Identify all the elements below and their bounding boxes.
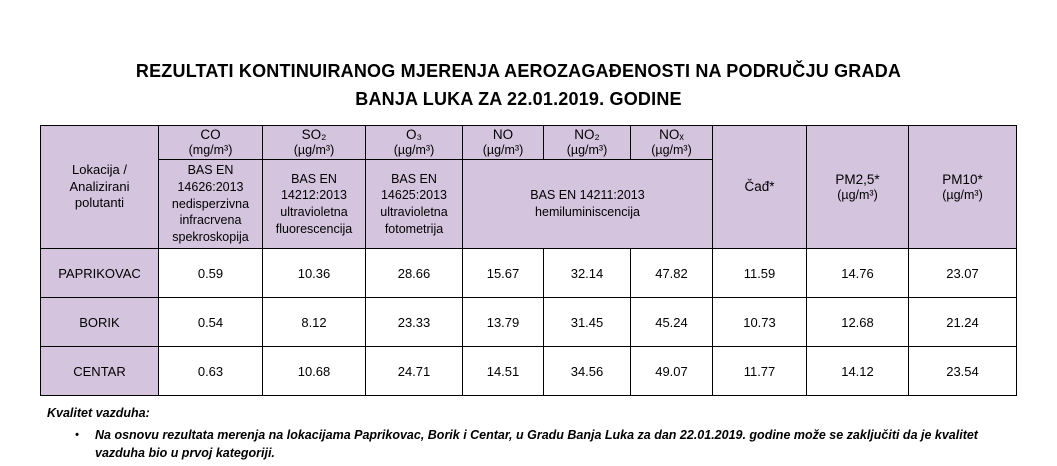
pollutant-name: CO: [200, 127, 221, 142]
footer-notes: [47, 404, 1037, 462]
location-cell: CENTAR: [41, 347, 159, 396]
pollutant-name: Čađ*: [744, 179, 775, 194]
value-cell: 14.76: [807, 249, 909, 298]
footer-note: Na osnovu rezultata merenja na lokacijama Paprikovac, Borik i Centar, u Gradu Banja Luka za dan 22.01.2019. godine može se zaključiti da je kvalitet vazduha bio u prvoj kategoriji.: [95, 428, 978, 461]
value-cell: 10.73: [713, 298, 807, 347]
pollutant-unit: (mg/m³): [188, 143, 233, 157]
method-cell-nox-group: [463, 160, 713, 249]
value-cell: 10.36: [263, 249, 366, 298]
pm10-header-cell: [909, 126, 1017, 249]
pollutant-name: NO: [492, 127, 514, 142]
value-cell: 24.71: [366, 347, 463, 396]
pollutant-header-cell-no: [463, 126, 544, 160]
value-cell: 23.07: [909, 249, 1017, 298]
method-cell-so2: [263, 160, 366, 249]
method-text: BAS EN 14212:2013 ultravioletna fluorescencija: [275, 171, 353, 236]
pollutant-header-cell-o3: [366, 126, 463, 160]
title-line-2: BANJA LUKA ZA 22.01.2019. GODINE: [355, 89, 682, 109]
results-table: [40, 125, 1017, 396]
table-row-paprikovac: [41, 249, 1017, 298]
method-cell-o3: [366, 160, 463, 249]
pollutant-unit: (µg/m³): [393, 143, 435, 157]
location-cell: PAPRIKOVAC: [41, 249, 159, 298]
value-cell: 49.07: [631, 347, 713, 396]
value-cell: 0.63: [159, 347, 263, 396]
value-cell: 28.66: [366, 249, 463, 298]
pollutant-name: SO₂: [301, 127, 327, 142]
value-cell: 10.68: [263, 347, 366, 396]
page-title: [0, 57, 1037, 113]
pollutant-unit: (µg/m³): [651, 143, 692, 157]
value-cell: 14.51: [463, 347, 544, 396]
value-cell: 14.12: [807, 347, 909, 396]
method-cell-co: [159, 160, 263, 249]
pollutant-unit: (µg/m³): [293, 143, 335, 157]
soot-header-cell: [713, 126, 807, 249]
location-cell: BORIK: [41, 298, 159, 347]
value-cell: 47.82: [631, 249, 713, 298]
method-text: BAS EN 14626:2013 nedisperzivna infracrvena spekroskopija: [171, 163, 250, 244]
value-cell: 0.59: [159, 249, 263, 298]
value-cell: 34.56: [544, 347, 631, 396]
pollutant-header-cell-so2: [263, 126, 366, 160]
value-cell: 12.68: [807, 298, 909, 347]
pollutant-name: O₃: [406, 127, 422, 142]
table-row-borik: [41, 298, 1017, 347]
method-text: BAS EN 14211:2013 hemiluminiscencija: [530, 188, 645, 219]
pollutant-unit: (µg/m³): [566, 143, 608, 157]
value-cell: 31.45: [544, 298, 631, 347]
value-cell: 23.54: [909, 347, 1017, 396]
value-cell: 11.77: [713, 347, 807, 396]
value-cell: 13.79: [463, 298, 544, 347]
pollutant-name: PM10*: [942, 171, 983, 187]
pm25-header-cell: [807, 126, 909, 249]
method-text: BAS EN 14625:2013 ultravioletna fotometrija: [380, 171, 448, 236]
pollutant-unit: (µg/m³): [837, 187, 878, 202]
pollutant-header-cell-no2: [544, 126, 631, 160]
pollutant-unit: (µg/m³): [942, 187, 983, 202]
value-cell: 0.54: [159, 298, 263, 347]
pollutant-name: NO₂: [574, 127, 600, 142]
value-cell: 11.59: [713, 249, 807, 298]
corner-header-cell: Lokacija / Analizirani polutanti: [41, 126, 159, 249]
value-cell: 45.24: [631, 298, 713, 347]
title-line-1: REZULTATI KONTINUIRANOG MJERENJA AEROZAGAĐENOSTI NA PODRUČJU GRADA: [135, 61, 902, 81]
table-row-centar: [41, 347, 1017, 396]
pollutant-name: PM2,5*: [835, 171, 880, 187]
value-cell: 15.67: [463, 249, 544, 298]
value-cell: 8.12: [263, 298, 366, 347]
footer-bullet-item: [75, 426, 1037, 462]
pollutant-header-cell-nox: [631, 126, 713, 160]
value-cell: 23.33: [366, 298, 463, 347]
value-cell: 32.14: [544, 249, 631, 298]
pollutant-name: NOₓ: [659, 127, 684, 142]
footer-heading: Kvalitet vazduha:: [47, 406, 150, 420]
value-cell: 21.24: [909, 298, 1017, 347]
bullet-marker: •: [75, 429, 79, 442]
pollutant-unit: (µg/m³): [482, 143, 524, 157]
pollutant-header-cell-co: [159, 126, 263, 160]
